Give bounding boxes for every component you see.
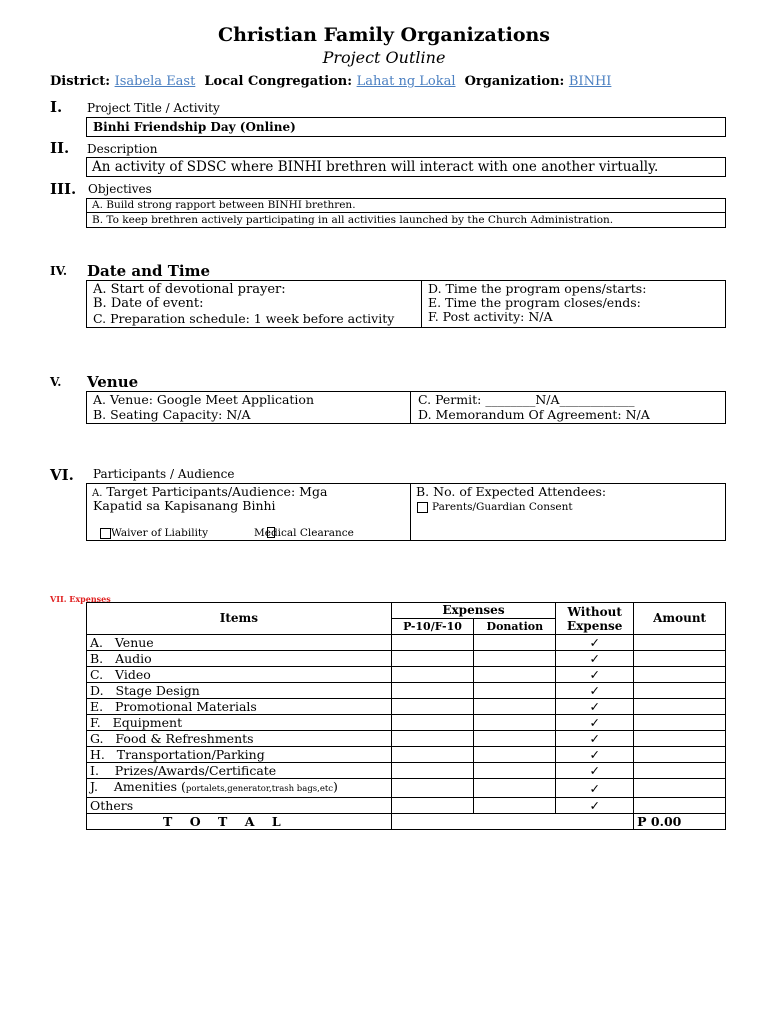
expenses-rows bbox=[87, 635, 726, 814]
expense-row bbox=[87, 763, 726, 779]
meta-line bbox=[50, 74, 611, 89]
expense-row bbox=[87, 651, 726, 667]
congregation-value: Lahat ng Lokal bbox=[356, 74, 456, 89]
expense-item-label: B. Audio bbox=[90, 651, 152, 666]
expense-p10-cell bbox=[391, 715, 474, 731]
header-expenses: Expenses bbox=[391, 603, 556, 619]
sec2-label: Description bbox=[87, 142, 158, 156]
sec5-label: Venue bbox=[87, 373, 139, 391]
expense-item bbox=[87, 779, 392, 798]
expense-item bbox=[87, 763, 392, 779]
header-without: Without bbox=[567, 604, 622, 619]
expense-row bbox=[87, 798, 726, 814]
expense-donation-cell bbox=[474, 779, 556, 798]
expense-item-label: I. Prizes/Awards/Certificate bbox=[90, 763, 277, 778]
waiver-checkbox[interactable] bbox=[100, 528, 111, 539]
expense-item-label: F. Equipment bbox=[90, 715, 183, 730]
sec4-num: IV. bbox=[50, 264, 68, 278]
consent-checkbox[interactable] bbox=[417, 502, 428, 513]
expense-item-label: H. Transportation/Parking bbox=[90, 747, 265, 762]
permit: C. Permit: ________N/A____________ bbox=[418, 392, 635, 407]
expense-donation-cell bbox=[474, 747, 556, 763]
expense-amount-cell bbox=[634, 635, 726, 651]
without-expense-check-icon: ✓ bbox=[556, 779, 634, 798]
doc-title: Christian Family Organizations bbox=[217, 24, 551, 46]
expense-amount-cell bbox=[634, 798, 726, 814]
without-expense-check-icon: ✓ bbox=[556, 763, 634, 779]
total-spacer-3 bbox=[556, 814, 634, 830]
header-amount: Amount bbox=[634, 603, 726, 635]
date-time-divider bbox=[421, 281, 422, 327]
date-of-event: B. Date of event: bbox=[93, 296, 204, 311]
sec4-label: Date and Time bbox=[87, 262, 211, 280]
venue-box bbox=[86, 391, 726, 424]
seating-capacity: B. Seating Capacity: N/A bbox=[93, 407, 251, 422]
project-title: Binhi Friendship Day (Online) bbox=[93, 120, 296, 134]
medical-label: Medical Clearance bbox=[254, 527, 354, 539]
expense-item-label: E. Promotional Materials bbox=[90, 699, 257, 714]
expense-amount-cell bbox=[634, 779, 726, 798]
expense-donation-cell bbox=[474, 763, 556, 779]
expense-row bbox=[87, 731, 726, 747]
expense-donation-cell bbox=[474, 683, 556, 699]
target-participants-line1: Target Participants/Audience: Mga bbox=[106, 484, 328, 499]
expense-p10-cell bbox=[391, 779, 474, 798]
sec1-box bbox=[86, 117, 726, 137]
expense-p10-cell bbox=[391, 731, 474, 747]
total-spacer-2 bbox=[474, 814, 556, 830]
district-value: Isabela East bbox=[114, 74, 196, 89]
expense-p10-cell bbox=[391, 651, 474, 667]
without-expense-check-icon: ✓ bbox=[556, 667, 634, 683]
expense-donation-cell bbox=[474, 699, 556, 715]
header-items: Items bbox=[87, 603, 392, 635]
sec1-num: I. bbox=[50, 98, 63, 116]
without-expense-check-icon: ✓ bbox=[556, 798, 634, 814]
description-text: An activity of SDSC where BINHI brethren will interact with one another virtually. bbox=[92, 159, 659, 175]
expense-p10-cell bbox=[391, 683, 474, 699]
organization-value: BINHI bbox=[568, 74, 612, 89]
expense-item-label: Others bbox=[90, 798, 134, 813]
expense-amount-cell bbox=[634, 747, 726, 763]
header-p10: P-10/F-10 bbox=[391, 619, 474, 635]
expense-row bbox=[87, 635, 726, 651]
expense-item bbox=[87, 683, 392, 699]
medical-checkbox[interactable] bbox=[267, 527, 275, 538]
waiver-label: Waiver of Liability bbox=[111, 527, 209, 539]
objective-b-box bbox=[86, 212, 726, 228]
objective-b: B. To keep brethren actively participating in all activities launched by the Church Administration. bbox=[92, 214, 614, 226]
without-expense-check-icon: ✓ bbox=[556, 635, 634, 651]
consent-item bbox=[417, 500, 573, 514]
expense-row bbox=[87, 667, 726, 683]
expense-item bbox=[87, 747, 392, 763]
expense-row bbox=[87, 747, 726, 763]
district-label: District: bbox=[50, 74, 111, 89]
organization-label: Organization: bbox=[464, 74, 565, 89]
expense-p10-cell bbox=[391, 747, 474, 763]
without-expense-check-icon: ✓ bbox=[556, 747, 634, 763]
expense-item-note: portalets,generator,trash bags,etc bbox=[185, 784, 334, 794]
expense-item-label: A. Venue bbox=[90, 635, 154, 650]
target-participants-line2: Kapatid sa Kapisanang Binhi bbox=[93, 498, 276, 513]
expense-row bbox=[87, 699, 726, 715]
expense-amount-cell bbox=[634, 715, 726, 731]
total-spacer-1 bbox=[391, 814, 474, 830]
expense-row bbox=[87, 779, 726, 798]
header-expense: Expense bbox=[567, 618, 623, 633]
sec2-num: II. bbox=[50, 139, 70, 157]
expense-item-label: G. Food & Refreshments bbox=[90, 731, 254, 746]
without-expense-check-icon: ✓ bbox=[556, 683, 634, 699]
venue-name: A. Venue: Google Meet Application bbox=[93, 392, 315, 407]
without-expense-check-icon: ✓ bbox=[556, 699, 634, 715]
preparation-schedule: C. Preparation schedule: 1 week before activity bbox=[93, 311, 395, 326]
participants-box bbox=[86, 483, 726, 541]
target-prefix: A. bbox=[92, 488, 103, 499]
program-closes: E. Time the program closes/ends: bbox=[428, 295, 641, 310]
expected-attendees: B. No. of Expected Attendees: bbox=[416, 484, 607, 499]
expense-row bbox=[87, 715, 726, 731]
expense-item-label: J. Amenities ( bbox=[90, 779, 186, 794]
header-donation: Donation bbox=[474, 619, 556, 635]
venue-divider bbox=[410, 392, 411, 423]
expense-amount-cell bbox=[634, 699, 726, 715]
date-time-box bbox=[86, 280, 726, 328]
objective-a-box bbox=[86, 198, 726, 213]
expense-p10-cell bbox=[391, 667, 474, 683]
expense-p10-cell bbox=[391, 635, 474, 651]
expense-p10-cell bbox=[391, 763, 474, 779]
expense-amount-cell bbox=[634, 763, 726, 779]
sec6-num: VI. bbox=[50, 466, 74, 484]
expense-amount-cell bbox=[634, 651, 726, 667]
without-expense-check-icon: ✓ bbox=[556, 731, 634, 747]
program-opens: D. Time the program opens/starts: bbox=[428, 281, 647, 296]
sec5-num: V. bbox=[50, 375, 62, 389]
sec3-num: III. bbox=[50, 180, 77, 198]
expense-item bbox=[87, 731, 392, 747]
waiver-item bbox=[100, 526, 208, 540]
sec1-label: Project Title / Activity bbox=[87, 101, 220, 115]
header-without-expense bbox=[556, 603, 634, 635]
expense-item-close: ) bbox=[333, 779, 338, 794]
expense-row bbox=[87, 683, 726, 699]
total-label: T O T A L bbox=[87, 814, 392, 830]
sec2-box bbox=[86, 157, 726, 177]
expense-item bbox=[87, 635, 392, 651]
without-expense-check-icon: ✓ bbox=[556, 651, 634, 667]
expense-item-label: C. Video bbox=[90, 667, 151, 682]
sec3-label: Objectives bbox=[88, 182, 152, 196]
sec7-label: VII. Expenses bbox=[50, 594, 111, 604]
total-value: P 0.00 bbox=[634, 814, 726, 830]
expenses-table bbox=[86, 602, 726, 830]
sec6-label: Participants / Audience bbox=[93, 467, 235, 481]
congregation-label: Local Congregation: bbox=[204, 74, 353, 89]
expense-item bbox=[87, 651, 392, 667]
expense-donation-cell bbox=[474, 635, 556, 651]
expense-donation-cell bbox=[474, 715, 556, 731]
expense-donation-cell bbox=[474, 731, 556, 747]
participants-divider bbox=[410, 484, 411, 540]
devotional-prayer: A. Start of devotional prayer: bbox=[93, 282, 286, 297]
expense-donation-cell bbox=[474, 798, 556, 814]
expense-item bbox=[87, 798, 392, 814]
objective-a: A. Build strong rapport between BINHI brethren. bbox=[92, 199, 356, 211]
expense-p10-cell bbox=[391, 699, 474, 715]
memorandum-of-agreement: D. Memorandum Of Agreement: N/A bbox=[418, 407, 650, 422]
expense-item bbox=[87, 699, 392, 715]
expense-item bbox=[87, 667, 392, 683]
expense-p10-cell bbox=[391, 798, 474, 814]
doc-subtitle: Project Outline bbox=[322, 48, 446, 67]
post-activity: F. Post activity: N/A bbox=[428, 309, 553, 324]
expense-donation-cell bbox=[474, 651, 556, 667]
without-expense-check-icon: ✓ bbox=[556, 715, 634, 731]
expense-item-label: D. Stage Design bbox=[90, 683, 200, 698]
expense-amount-cell bbox=[634, 683, 726, 699]
consent-label: Parents/Guardian Consent bbox=[432, 501, 573, 513]
expense-donation-cell bbox=[474, 667, 556, 683]
expense-amount-cell bbox=[634, 667, 726, 683]
expense-amount-cell bbox=[634, 731, 726, 747]
expense-item bbox=[87, 715, 392, 731]
